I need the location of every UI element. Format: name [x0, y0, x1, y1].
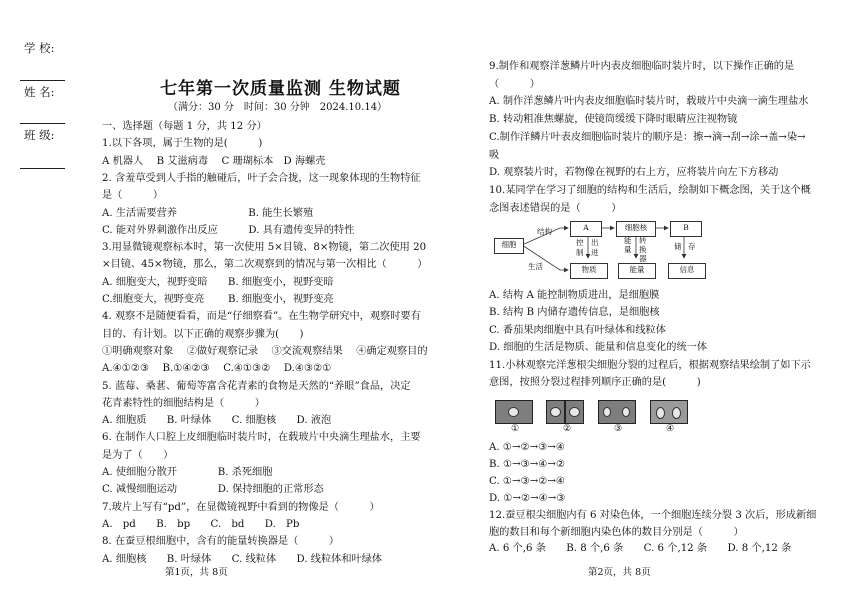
label-conv-5: 器 — [639, 254, 647, 263]
footer-right: 第2页，共 8页 — [588, 567, 651, 578]
label-life: 生活 — [528, 262, 543, 271]
node-cell: 细胞 — [494, 238, 524, 254]
question-text-line: C. 番茄果肉细胞中具有叶绿体和线粒体 — [489, 324, 666, 336]
question-text-line: 8. 在蚕豆根细胞中，含有的能量转换器是（ ） — [102, 536, 340, 548]
question-text-line: 吸 — [489, 149, 500, 161]
question-text-line: C.制作洋鳞片叶表皮细胞临时装片的顺序是：擦→滴→刮→涂→盖→染→ — [489, 131, 806, 143]
node-info: 信息 — [668, 263, 706, 279]
cell-image-4 — [650, 400, 688, 424]
question-text-line: 念图表述错误的是（ ） — [489, 202, 622, 214]
question-text-line: A. 制作洋葱鳞片叶内表皮细胞临时装片时，载玻片中央滴一滴生理盐水 — [489, 96, 809, 108]
question-text-line: B. 转动粗准焦螺旋，使镜筒缓缓下降时眼睛应注视物镜 — [489, 114, 738, 126]
question-text-line: 2. 含羞草受到人手指的触碰后，叶子会合拢，这一现象体现的生物特征 — [102, 172, 421, 184]
page-subtitle: （满分：30 分 时间：30 分钟 2024.10.14） — [168, 102, 388, 113]
label-control-2: 制 — [576, 248, 584, 257]
question-text-line: 1.以下各项，属于生物的是( ) — [102, 138, 263, 150]
question-text-line: 11.小林观察完洋葱根尖细胞分裂的过程后，根据观察结果绘制了如下示 — [489, 359, 811, 371]
question-text-line: D. ①→②→④→③ — [489, 492, 566, 504]
label-structure: 结构 — [537, 227, 552, 236]
label-control-1: 控 — [576, 238, 584, 247]
page-title: 七年第一次质量监测 生物试题 — [160, 79, 401, 99]
question-text-line: ×目镜、45×物镜，那么，第二次观察到的情况与第一次相比（ ） — [102, 259, 428, 271]
label-conv-3: 转 — [639, 236, 647, 245]
cell-image-3 — [598, 400, 636, 424]
question-text-line: A. 使细胞分散开 B. 杀死细胞 — [102, 467, 273, 478]
node-matter: 物质 — [570, 263, 608, 279]
label-exit-2: 进 — [591, 248, 599, 257]
name-label: 姓 名: — [24, 85, 55, 99]
label-exit-1: 出 — [591, 238, 599, 247]
question-text-line: C.细胞变大，视野变亮 B. 细胞变小，视野变亮 — [102, 294, 334, 305]
label-conv-4: 换 — [639, 245, 647, 254]
question-text-line: 6. 在制作人口腔上皮细胞临时装片时，在载玻片中央滴生理盐水，主要 — [102, 432, 421, 444]
question-text-line: C. 减慢细胞运动 D. 保持细胞的正常形态 — [102, 484, 324, 496]
footer-left: 第1页，共 8页 — [165, 567, 228, 578]
node-a: A — [570, 221, 602, 237]
class-label: 班 级: — [24, 128, 55, 142]
node-b: B — [670, 221, 702, 237]
cell-image-2 — [546, 400, 584, 424]
label-conv-2: 量 — [624, 245, 632, 254]
question-text-line: ①明确观察对象 ②做好观察记录 ③交流观察结果 ④确定观察目的 — [102, 345, 428, 357]
question-text-line: A. 结构 A 能控制物质进出，是细胞膜 — [489, 290, 660, 301]
question-text-line: D. 观察装片时，若物像在视野的右上方，应将装片向左下方移动 — [489, 167, 779, 179]
question-text-line: 9.制作和观察洋葱鳞片叶内表皮细胞临时装片时，以下操作正确的是 — [489, 61, 795, 72]
question-text-line: 一、选择题（每题 1 分，共 12 分） — [102, 121, 267, 132]
question-text-line: 12.蚕豆根尖细胞内有 6 对染色体，一个细胞连续分裂 3 次后，形成新细 — [489, 509, 817, 521]
question-text-line: B. ①→③→④→② — [489, 458, 566, 470]
cell-number-4: ④ — [665, 424, 675, 434]
question-text-line: C. ①→③→②→④ — [489, 475, 566, 487]
question-text-line: 意图，按照分裂过程排列顺序正确的是( ) — [489, 377, 701, 388]
question-text-line: A. 细胞核 B. 叶绿体 C. 线粒体 D. 线粒体和叶绿体 — [102, 553, 383, 565]
question-text-line: C. 能对外界刺激作出反应 D. 具有遗传变异的特性 — [102, 224, 355, 236]
question-text-line: A. pd B. bp C. bd D. Pb — [102, 518, 300, 530]
question-text-line: 目的、有计划。以下正确的观察步骤为( ) — [102, 328, 304, 340]
question-text-line: A 机器人 B 艾滋病毒 C 珊瑚标本 D 海螺壳 — [102, 155, 326, 167]
question-text-line: 花青素特性的细胞结构是（ ） — [102, 397, 265, 409]
question-text-line: 4. 观察不是随便看看，而是“仔细察看”。在生物学研究中，观察时要有 — [102, 311, 421, 323]
label-store-1: 储 — [674, 242, 682, 251]
question-text-line: 是（ ） — [102, 190, 164, 202]
question-text-line: B. 结构 B 内储存遗传信息，是细胞核 — [489, 307, 660, 319]
question-text-line: A. 细胞质 B. 叶绿体 C. 细胞核 D. 液泡 — [102, 415, 332, 427]
question-text-line: A. 生活需要营养 B. 能生长繁殖 — [102, 207, 314, 219]
question-text-line: 3.用显微镜观察标本时，第一次使用 5×目镜、8×物镜，第二次使用 20 — [102, 242, 427, 254]
question-text-line: （ ） — [489, 78, 540, 90]
question-text-line: A. ①→②→③→④ — [489, 442, 565, 453]
question-text-line: 10.某同学在学习了细胞的结构和生活后，绘制如下概念图，关于这个概 — [489, 184, 811, 196]
node-energy: 能量 — [618, 263, 656, 279]
question-text-line: D. 细胞的生活是物质、能量和信息变化的统一体 — [489, 342, 708, 354]
question-text-line: A.④①②③ B.①④②③ C.④①③② D.④③②① — [102, 363, 332, 375]
cell-number-1: ① — [510, 424, 520, 434]
question-text-line: 胞的数目和每个新细胞内染色体的数目分别是（ ） — [489, 526, 744, 538]
question-text-line: A. 细胞变大，视野变暗 B. 细胞变小，视野变暗 — [102, 276, 334, 288]
question-text-line: 是为了（ ） — [102, 449, 174, 461]
question-text-line: 7.玻片上写有“pd”，在显微镜视野中看到的物像是（ ） — [102, 501, 380, 513]
label-conv-1: 能 — [624, 236, 632, 245]
question-text-line: 5. 蓝莓、桑葚、葡萄等富含花青素的食物是天然的“养眼”食品，决定 — [102, 380, 411, 392]
cell-image-1 — [495, 400, 533, 424]
question-text-line: A. 6 个,6 条 B. 8 个,6 条 C. 6 个,12 条 D. 8 个,12 条 — [489, 543, 792, 555]
cell-number-2: ② — [562, 424, 572, 434]
cell-number-3: ③ — [613, 424, 623, 434]
label-store-2: 存 — [688, 242, 696, 251]
node-nucleus: 细胞核 — [616, 221, 656, 237]
school-label: 学 校: — [24, 41, 55, 55]
